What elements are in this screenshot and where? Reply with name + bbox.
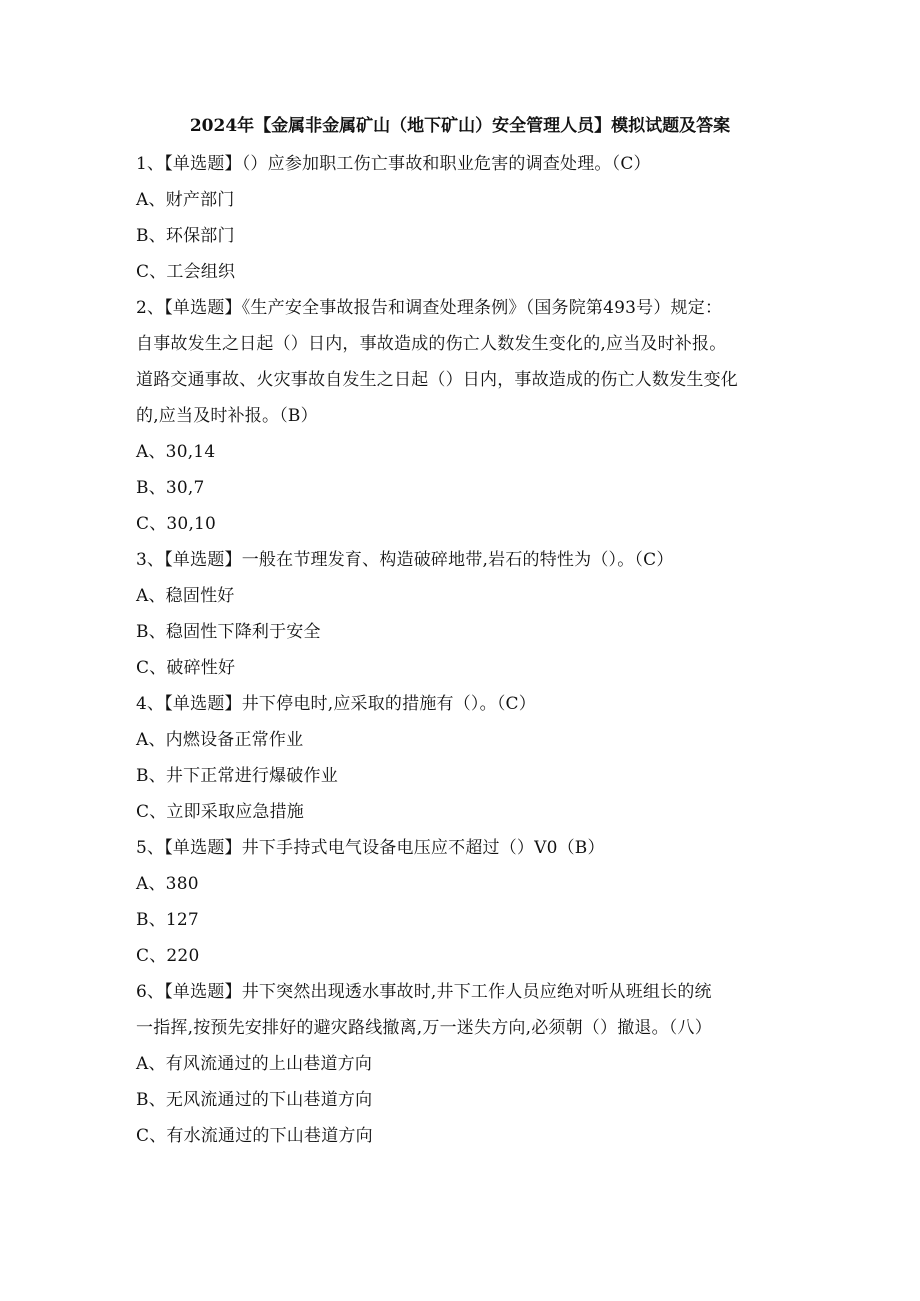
- question-2-stem-line-4: 的,应当及时补报。（B）: [136, 406, 318, 426]
- question-6-option-b: B、无风流通过的下山巷道方向: [136, 1090, 373, 1110]
- question-4-option-b: B、井下正常进行爆破作业: [136, 766, 338, 786]
- question-6-stem-line-2: 一指挥,按预先安排好的避灾路线撤离,万一迷失方向,必须朝（）撤退。（八）: [136, 1018, 712, 1038]
- question-3-option-a: A、稳固性好: [136, 586, 235, 606]
- question-2-stem-line-2: 自事故发生之日起（）日内，事故造成的伤亡人数发生变化的,应当及时补报。: [136, 334, 727, 354]
- question-2-option-a: A、30,14: [136, 442, 216, 462]
- question-4-option-c: C、立即采取应急措施: [136, 802, 305, 822]
- question-5-stem: 5、【单选题】井下手持式电气设备电压应不超过（）V0（B）: [136, 838, 605, 858]
- question-2-option-c: C、30,10: [136, 514, 217, 534]
- question-5-option-b: B、127: [136, 910, 199, 930]
- question-1-option-b: B、环保部门: [136, 226, 235, 246]
- question-2-stem-line-1: 2、【单选题】《生产安全事故报告和调查处理条例》（国务院第493号）规定：: [136, 298, 723, 318]
- question-1-option-c: C、工会组织: [136, 262, 236, 282]
- question-5-option-a: A、380: [136, 874, 199, 894]
- question-4-stem: 4、【单选题】井下停电时,应采取的措施有（）。（C）: [136, 694, 536, 714]
- question-6-option-c: C、有水流通过的下山巷道方向: [136, 1126, 373, 1146]
- question-3-option-b: B、稳固性下降利于安全: [136, 622, 321, 642]
- question-3-option-c: C、破碎性好: [136, 658, 236, 678]
- question-6-stem-line-1: 6、【单选题】井下突然出现透水事故时,井下工作人员应绝对听从班组长的统: [136, 982, 712, 1002]
- question-1-option-a: A、财产部门: [136, 190, 235, 210]
- question-1-stem: 1、【单选题】（）应参加职工伤亡事故和职业危害的调查处理。（C）: [136, 154, 651, 174]
- document-body: [136, 146, 796, 1154]
- question-2-stem-line-3: 道路交通事故、火灾事故自发生之日起（）日内，事故造成的伤亡人数发生变化: [136, 370, 738, 390]
- question-5-option-c: C、220: [136, 946, 200, 966]
- question-4-option-a: A、内燃设备正常作业: [136, 730, 304, 750]
- question-6-option-a: A、有风流通过的上山巷道方向: [136, 1054, 373, 1074]
- document-title: 2024年【金属非金属矿山（地下矿山）安全管理人员】模拟试题及答案: [189, 116, 731, 136]
- question-3-stem: 3、【单选题】一般在节理发育、构造破碎地带,岩石的特性为（）。（C）: [136, 550, 674, 570]
- question-2-option-b: B、30,7: [136, 478, 205, 498]
